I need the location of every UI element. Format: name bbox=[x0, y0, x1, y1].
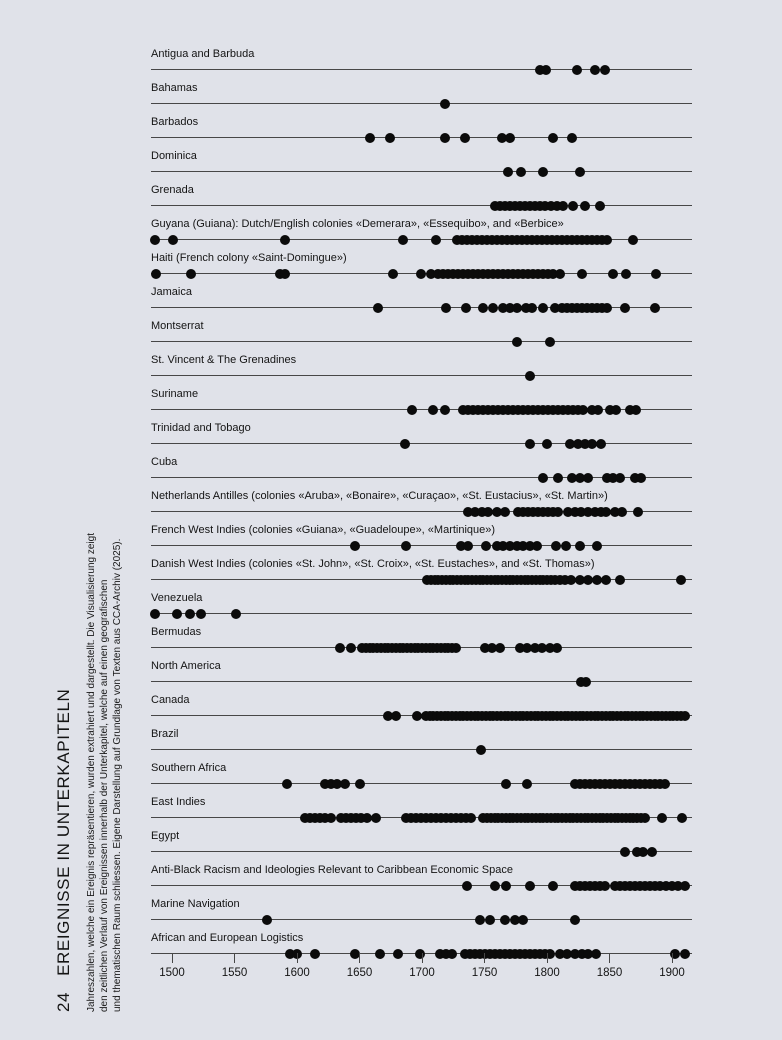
timeline-line bbox=[151, 375, 692, 376]
event-dot bbox=[500, 915, 510, 925]
event-dot bbox=[595, 201, 605, 211]
event-dot bbox=[461, 303, 471, 313]
event-dot bbox=[525, 881, 535, 891]
event-dot bbox=[660, 779, 670, 789]
event-dot bbox=[168, 235, 178, 245]
event-dot bbox=[518, 915, 528, 925]
axis-tick-label: 1600 bbox=[284, 967, 310, 979]
event-dot bbox=[620, 303, 630, 313]
event-dot bbox=[532, 541, 542, 551]
event-dot bbox=[460, 133, 470, 143]
caption-line: Jahreszahlen, welche ein Ereignis repräsentieren, wurden extrahiert und dargestellt. Die Visualisierung zeigt bbox=[86, 533, 97, 1012]
timeline-line bbox=[151, 545, 692, 546]
event-dot bbox=[680, 711, 690, 721]
row-label: Montserrat bbox=[151, 320, 204, 332]
event-dot bbox=[501, 779, 511, 789]
event-dot bbox=[416, 269, 426, 279]
axis-tick bbox=[297, 953, 298, 963]
event-dot bbox=[631, 405, 641, 415]
axis-tick-label: 1850 bbox=[596, 967, 623, 979]
row-label: Canada bbox=[151, 694, 190, 706]
event-dot bbox=[580, 201, 590, 211]
timeline-line bbox=[151, 749, 692, 750]
event-dot bbox=[615, 473, 625, 483]
event-dot bbox=[196, 609, 206, 619]
event-dot bbox=[172, 609, 182, 619]
row-label: Venezuela bbox=[151, 592, 203, 604]
event-dot bbox=[485, 915, 495, 925]
event-dot bbox=[407, 405, 417, 415]
caption-line: den zeitlichen Verlauf von Ereignissen innerhalb der Unterkapitel, welche auf einen geografischen bbox=[99, 579, 110, 1012]
timeline-line bbox=[151, 205, 692, 206]
event-dot bbox=[621, 269, 631, 279]
row-label: Barbados bbox=[151, 116, 199, 128]
event-dot bbox=[636, 473, 646, 483]
event-dot bbox=[490, 881, 500, 891]
event-dot bbox=[608, 269, 618, 279]
event-dot bbox=[365, 133, 375, 143]
event-dot bbox=[505, 133, 515, 143]
event-dot bbox=[346, 643, 356, 653]
event-dot bbox=[495, 643, 505, 653]
event-dot bbox=[593, 405, 603, 415]
event-dot bbox=[373, 303, 383, 313]
event-dot bbox=[401, 541, 411, 551]
axis-tick-label: 1700 bbox=[409, 967, 435, 979]
event-dot bbox=[340, 779, 350, 789]
event-dot bbox=[647, 847, 657, 857]
event-dot bbox=[541, 65, 551, 75]
event-dot bbox=[280, 235, 290, 245]
timeline-line bbox=[151, 681, 692, 682]
event-dot bbox=[151, 269, 161, 279]
event-dot bbox=[527, 303, 537, 313]
event-dot bbox=[676, 575, 686, 585]
event-dot bbox=[602, 235, 612, 245]
event-dot bbox=[150, 235, 160, 245]
event-dot bbox=[150, 609, 160, 619]
event-dot bbox=[451, 643, 461, 653]
event-dot bbox=[466, 813, 476, 823]
event-dot bbox=[570, 915, 580, 925]
row-label: Suriname bbox=[151, 388, 199, 400]
event-dot bbox=[611, 405, 621, 415]
event-dot bbox=[185, 609, 195, 619]
event-dot bbox=[583, 473, 593, 483]
timeline-line bbox=[151, 443, 692, 444]
axis-tick bbox=[172, 953, 173, 963]
axis-tick-label: 1900 bbox=[659, 967, 685, 979]
axis-tick bbox=[672, 953, 673, 963]
row-label: Trinidad and Tobago bbox=[151, 422, 251, 434]
event-dot bbox=[651, 269, 661, 279]
axis-tick-label: 1750 bbox=[471, 967, 498, 979]
row-label: Danish West Indies (colonies «St. John», «St. Croix», «St. Eustaches», and «St. Thomas») bbox=[151, 558, 595, 570]
event-dot bbox=[581, 677, 591, 687]
event-dot bbox=[572, 65, 582, 75]
event-dot bbox=[481, 541, 491, 551]
event-dot bbox=[516, 167, 526, 177]
event-dot bbox=[575, 167, 585, 177]
timeline-line bbox=[151, 341, 692, 342]
event-dot bbox=[388, 269, 398, 279]
event-dot bbox=[620, 847, 630, 857]
event-dot bbox=[577, 269, 587, 279]
axis-tick-label: 1550 bbox=[221, 967, 248, 979]
axis-tick bbox=[484, 953, 485, 963]
event-dot bbox=[677, 813, 687, 823]
row-label: Egypt bbox=[151, 830, 180, 842]
event-dot bbox=[478, 303, 488, 313]
event-dot bbox=[548, 133, 558, 143]
event-dot bbox=[553, 507, 563, 517]
row-label: French West Indies (colonies «Guiana», «Guadeloupe», «Martinique») bbox=[151, 524, 496, 536]
event-dot bbox=[600, 881, 610, 891]
event-dot bbox=[640, 813, 650, 823]
event-dot bbox=[615, 575, 625, 585]
event-dot bbox=[596, 439, 606, 449]
event-dot bbox=[600, 65, 610, 75]
event-dot bbox=[628, 235, 638, 245]
event-dot bbox=[326, 813, 336, 823]
event-dot bbox=[602, 303, 612, 313]
axis-tick-label: 1650 bbox=[346, 967, 373, 979]
event-dot bbox=[400, 439, 410, 449]
axis-tick bbox=[547, 953, 548, 963]
row-label: East Indies bbox=[151, 796, 206, 808]
axis-tick bbox=[359, 953, 360, 963]
event-dot bbox=[441, 303, 451, 313]
event-dot bbox=[555, 269, 565, 279]
event-dot bbox=[542, 439, 552, 449]
page-title-rotated bbox=[54, 689, 74, 1012]
page-number: 24 bbox=[54, 991, 73, 1012]
row-label: African and European Logistics bbox=[151, 932, 304, 944]
event-dot bbox=[522, 779, 532, 789]
timeline-line bbox=[151, 919, 692, 920]
event-dot bbox=[650, 303, 660, 313]
row-label: Southern Africa bbox=[151, 762, 227, 774]
timeline-line bbox=[151, 851, 692, 852]
row-label: St. Vincent & The Grenadines bbox=[151, 354, 297, 366]
event-dot bbox=[538, 167, 548, 177]
event-dot bbox=[680, 881, 690, 891]
event-dot bbox=[391, 711, 401, 721]
row-label: Bahamas bbox=[151, 82, 198, 94]
event-dot bbox=[350, 949, 360, 959]
event-dot bbox=[371, 813, 381, 823]
row-label: Haiti (French colony «Saint-Domingue») bbox=[151, 252, 347, 264]
event-dot bbox=[262, 915, 272, 925]
event-dot bbox=[231, 609, 241, 619]
event-dot bbox=[476, 745, 486, 755]
event-dot bbox=[431, 235, 441, 245]
event-dot bbox=[385, 133, 395, 143]
event-dot bbox=[558, 201, 568, 211]
event-dot bbox=[545, 337, 555, 347]
event-dot bbox=[475, 915, 485, 925]
event-dot bbox=[538, 303, 548, 313]
event-dot bbox=[440, 133, 450, 143]
event-dot bbox=[310, 949, 320, 959]
event-dot bbox=[398, 235, 408, 245]
event-dot bbox=[553, 473, 563, 483]
event-dot bbox=[350, 541, 360, 551]
row-label: Marine Navigation bbox=[151, 898, 240, 910]
page-title: EREIGNISSE IN UNTERKAPITELN bbox=[54, 688, 73, 976]
event-dot bbox=[501, 881, 511, 891]
event-dot bbox=[633, 507, 643, 517]
event-dot bbox=[591, 949, 601, 959]
row-label: Jamaica bbox=[151, 286, 192, 298]
row-label: Dominica bbox=[151, 150, 197, 162]
event-dot bbox=[567, 133, 577, 143]
event-dot bbox=[592, 541, 602, 551]
figure-caption bbox=[85, 533, 124, 1012]
event-dot bbox=[393, 949, 403, 959]
row-label: Bermudas bbox=[151, 626, 202, 638]
row-label: North America bbox=[151, 660, 221, 672]
event-dot bbox=[657, 813, 667, 823]
row-label: Netherlands Antilles (colonies «Aruba», «Bonaire», «Curaçao», «St. Eustacius», «St. Martin») bbox=[151, 490, 608, 502]
event-dot bbox=[551, 541, 561, 551]
row-label: Cuba bbox=[151, 456, 178, 468]
axis-tick bbox=[609, 953, 610, 963]
event-dot bbox=[375, 949, 385, 959]
event-dot bbox=[575, 541, 585, 551]
row-label: Anti-Black Racism and Ideologies Relevant to Caribbean Economic Space bbox=[151, 864, 513, 876]
event-dot bbox=[282, 779, 292, 789]
event-dot bbox=[447, 949, 457, 959]
axis-tick-label: 1500 bbox=[159, 967, 185, 979]
event-dot bbox=[463, 541, 473, 551]
event-dot bbox=[552, 643, 562, 653]
caption-line: und thematischen Raum schliessen. Eigene Darstellung auf Grundlage von Texten aus CCA-Archiv (2025). bbox=[112, 538, 123, 1012]
event-dot bbox=[548, 881, 558, 891]
event-dot bbox=[568, 201, 578, 211]
event-dot bbox=[440, 405, 450, 415]
row-label: Brazil bbox=[151, 728, 179, 740]
event-dot bbox=[186, 269, 196, 279]
row-label: Guyana (Guiana): Dutch/English colonies «Demerara», «Essequibo», and «Berbice» bbox=[151, 218, 564, 230]
timeline-line bbox=[151, 171, 692, 172]
event-dot bbox=[500, 507, 510, 517]
event-dot bbox=[601, 575, 611, 585]
event-dot bbox=[335, 643, 345, 653]
event-dot bbox=[428, 405, 438, 415]
event-dot bbox=[440, 99, 450, 109]
axis-tick-label: 1800 bbox=[534, 967, 560, 979]
event-dot bbox=[280, 269, 290, 279]
event-dot bbox=[512, 337, 522, 347]
event-dot bbox=[590, 65, 600, 75]
event-dot bbox=[503, 167, 513, 177]
event-dot bbox=[525, 439, 535, 449]
event-dot bbox=[488, 303, 498, 313]
event-dot bbox=[617, 507, 627, 517]
timeline-line bbox=[151, 103, 692, 104]
event-dot bbox=[355, 779, 365, 789]
axis-tick bbox=[234, 953, 235, 963]
event-dot bbox=[462, 881, 472, 891]
event-dot bbox=[538, 473, 548, 483]
row-label: Antigua and Barbuda bbox=[151, 48, 255, 60]
axis-tick bbox=[422, 953, 423, 963]
event-dot bbox=[561, 541, 571, 551]
timeline-line bbox=[151, 69, 692, 70]
event-dot bbox=[415, 949, 425, 959]
row-label: Grenada bbox=[151, 184, 194, 196]
event-dot bbox=[525, 371, 535, 381]
timeline-line bbox=[151, 137, 692, 138]
event-dot bbox=[680, 949, 690, 959]
